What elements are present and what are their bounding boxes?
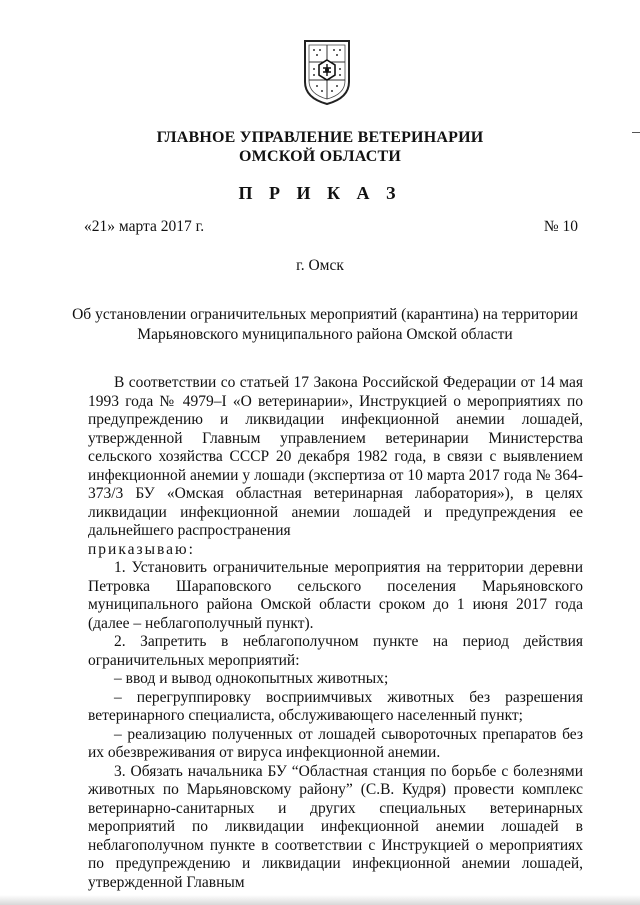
order-word: приказываю: <box>88 540 195 558</box>
document-date: «21» марта 2017 г. <box>84 218 205 235</box>
item-2c-paragraph: – реализацию полученных от лошадей сывороточных препаратов без их обезвреживания от вируса инфекционной анемии. <box>88 725 583 761</box>
scan-bottom-edge <box>0 895 640 905</box>
subject-line2: Марьяновского муниципального района Омской области <box>137 325 513 343</box>
item-1-paragraph: 1. Установить ограничительные мероприятия на территории деревни Петровка Шараповского сельского поселения Марьяновского муниципального района Омской области сроком до 1 июня 2017 года (далее – неблагополучный пункт). <box>88 559 583 632</box>
document-number: № 10 <box>543 218 578 235</box>
document-body <box>88 374 583 892</box>
subject-line1: Об установлении ограничительных мероприятий (карантина) на территории <box>72 306 578 323</box>
item-2a-paragraph: – ввод и вывод однокопытных животных; <box>114 670 389 687</box>
document-city: г. Омск <box>296 257 344 274</box>
document-subject <box>70 305 580 344</box>
item-3-paragraph: 3. Обязать начальника БУ “Областная станция по борьбе с болезнями животных по Марьяновскому району” (С.В. Кудря) провести комплекс ветеринарно-санитарных и других специальных ветеринарных мероприятий по ликвидации инфекционной анемии лошадей в неблагополучном пункте в соответствии с Инструкцией о мероприятиях по предупреждению и ликвидации инфекционной анемии лошадей, утвержденной Главным <box>88 762 583 891</box>
item-2-paragraph: 2. Запретить в неблагополучном пункте на период действия ограничительных мероприятий: <box>88 633 583 669</box>
item-2b-paragraph: – перегруппировку восприимчивых животных без разрешения ветеринарного специалиста, обслуживающего населенный пункт; <box>88 688 583 724</box>
organization-name-line1: ГЛАВНОЕ УПРАВЛЕНИЕ ВЕТЕРИНАРИИ <box>156 129 484 146</box>
organization-name-line2: ОМСКОЙ ОБЛАСТИ <box>239 148 401 165</box>
preamble-paragraph: В соответствии со статьей 17 Закона Российской Федерации от 14 мая 1993 года № 4979–I «О ветеринарии», Инструкцией о мероприятиях по предупреждению и ликвидации инфекционной анемии лошадей, утвержденной Главным управлением ветеринарии Министерства сельского хозяйства СССР 20 декабря 1982 года, в связи с выявлением инфекционной анемии у лошади (экспертиза от 10 марта 2017 года № 364-373/3 БУ «Омская областная ветеринарная лаборатория»), в целях ликвидации инфекционной анемии лошадей и предупреждения ее дальнейшего распространения <box>88 374 583 539</box>
coat-of-arms-icon <box>302 38 352 106</box>
scan-edge-mark <box>632 132 640 133</box>
document-type-title: П Р И К А З <box>238 183 402 203</box>
